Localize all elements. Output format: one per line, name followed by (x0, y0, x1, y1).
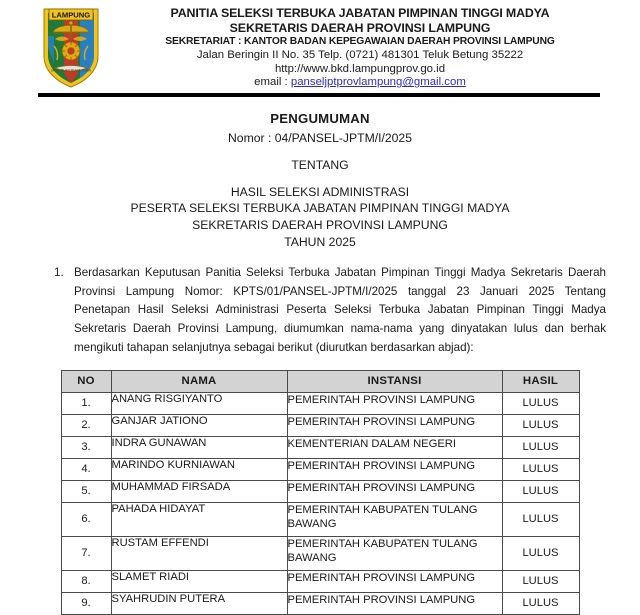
letterhead-line-3: SEKRETARIAT : KANTOR BADAN KEPEGAWAIAN DAERAH PROVINSI LAMPUNG (165, 36, 555, 48)
cell-instansi: PEMERINTAH PROVINSI LAMPUNG (287, 480, 502, 502)
cell-no: 7. (61, 536, 111, 570)
announcement-paragraph (54, 264, 606, 358)
cell-no: 6. (61, 502, 111, 536)
letterhead-website: http://www.bkd.lampungprov.go.id (274, 62, 446, 75)
results-table (61, 370, 580, 615)
table-row (61, 458, 579, 480)
email-label: email : (254, 76, 291, 89)
cell-hasil: LULUS (502, 414, 579, 436)
announcement-subject (0, 184, 640, 251)
lampung-provincial-emblem-icon (40, 6, 102, 90)
cell-hasil: LULUS (502, 502, 579, 536)
cell-nama: RUSTAM EFFENDI (111, 536, 287, 570)
table-row (61, 570, 579, 592)
announcement-about: TENTANG (291, 157, 349, 172)
cell-instansi: PEMERINTAH KABUPATEN TULANG BAWANG (287, 536, 502, 570)
cell-hasil: LULUS (502, 536, 579, 570)
letterhead-email-line (108, 76, 612, 89)
cell-instansi: PEMERINTAH PROVINSI LAMPUNG (287, 414, 502, 436)
cell-nama: MARINDO KURNIAWAN (111, 458, 287, 480)
table-body (61, 392, 579, 614)
table-row (61, 392, 579, 414)
announcement-heading (0, 109, 640, 251)
header-divider-rule (38, 93, 600, 97)
cell-instansi: PEMERINTAH KABUPATEN TULANG BAWANG (287, 502, 502, 536)
subject-line-1: HASIL SELEKSI ADMINISTRASI (230, 184, 410, 199)
cell-no: 1. (61, 392, 111, 414)
subject-line-2: PESERTA SELEKSI TERBUKA JABATAN PIMPINAN TINGGI MADYA (130, 201, 510, 216)
cell-hasil: LULUS (502, 458, 579, 480)
cell-nama: GANJAR JATIONO (111, 414, 287, 436)
letterhead (0, 0, 640, 90)
letterhead-line-2: SEKRETARIS DAERAH PROVINSI LAMPUNG (229, 20, 491, 35)
cell-instansi: KEMENTERIAN DALAM NEGERI (287, 436, 502, 458)
cell-no: 5. (61, 480, 111, 502)
paragraph-number: 1. (54, 265, 64, 279)
cell-nama: PAHADA HIDAYAT (111, 502, 287, 536)
cell-instansi: PEMERINTAH PROVINSI LAMPUNG (287, 458, 502, 480)
cell-nama: ANANG RISGIYANTO (111, 392, 287, 414)
column-header-instansi: INSTANSI (287, 370, 502, 392)
emblem-motto: SANG BUMI RUWA JURAI (50, 68, 92, 73)
announcement-title: PENGUMUMAN (270, 111, 370, 126)
table-row (61, 414, 579, 436)
table-header-row (61, 370, 579, 392)
table-row (61, 502, 579, 536)
cell-nama: INDRA GUNAWAN (111, 436, 287, 458)
cell-no: 3. (61, 436, 111, 458)
column-header-no: NO (61, 370, 111, 392)
cell-nama: MUHAMMAD FIRSADA (111, 480, 287, 502)
table-row (61, 436, 579, 458)
cell-nama: SLAMET RIADI (111, 570, 287, 592)
cell-hasil: LULUS (502, 592, 579, 614)
letterhead-line-1: PANITIA SELEKSI TERBUKA JABATAN PIMPINAN TINGGI MADYA (170, 6, 550, 20)
subject-line-3: SEKRETARIS DAERAH PROVINSI LAMPUNG (192, 218, 448, 233)
column-header-hasil: HASIL (502, 370, 579, 392)
cell-no: 9. (61, 592, 111, 614)
logo-wrap (34, 4, 108, 90)
cell-hasil: LULUS (502, 480, 579, 502)
table-row (61, 480, 579, 502)
emblem-label: LAMPUNG (51, 10, 91, 20)
announcement-number: Nomor : 04/PANSEL-JPTM/I/2025 (227, 131, 412, 146)
subject-line-4: TAHUN 2025 (284, 235, 356, 249)
email-link[interactable]: panseljptprovlampung@gmail.com (290, 76, 466, 89)
cell-no: 4. (61, 458, 111, 480)
cell-hasil: LULUS (502, 436, 579, 458)
cell-nama: SYAHRUDIN PUTERA (111, 592, 287, 614)
paragraph-text: Berdasarkan Keputusan Panitia Seleksi Terbuka Jabatan Pimpinan Tinggi Madya Sekretaris Daerah Provinsi Lampung Nomor: KPTS/01/PANSEL-JPTM/I/2025 tanggal 23 Januari 2025 Tentang Penetapan Hasil Seleksi Administrasi Peserta Seleksi Terbuka Jabatan Pimpinan Tinggi Madya Sekretaris Daerah Provinsi Lampung, diumumkan nama-nama yang dinyatakan lulus dan berhak mengikuti tahapan selanjutnya sebagai berikut (diurutkan berdasarkan abjad): (74, 265, 606, 354)
letterhead-text (108, 4, 612, 90)
cell-no: 8. (61, 570, 111, 592)
cell-instansi: PEMERINTAH PROVINSI LAMPUNG (287, 592, 502, 614)
cell-no: 2. (61, 414, 111, 436)
table-row (61, 592, 579, 614)
cell-instansi: PEMERINTAH PROVINSI LAMPUNG (287, 392, 502, 414)
cell-instansi: PEMERINTAH PROVINSI LAMPUNG (287, 570, 502, 592)
letterhead-address: Jalan Beringin II No. 35 Telp. (0721) 481301 Teluk Betung 35222 (196, 49, 524, 62)
cell-hasil: LULUS (502, 392, 579, 414)
table-row (61, 536, 579, 570)
column-header-nama: NAMA (111, 370, 287, 392)
cell-hasil: LULUS (502, 570, 579, 592)
results-table-wrap (0, 370, 640, 615)
